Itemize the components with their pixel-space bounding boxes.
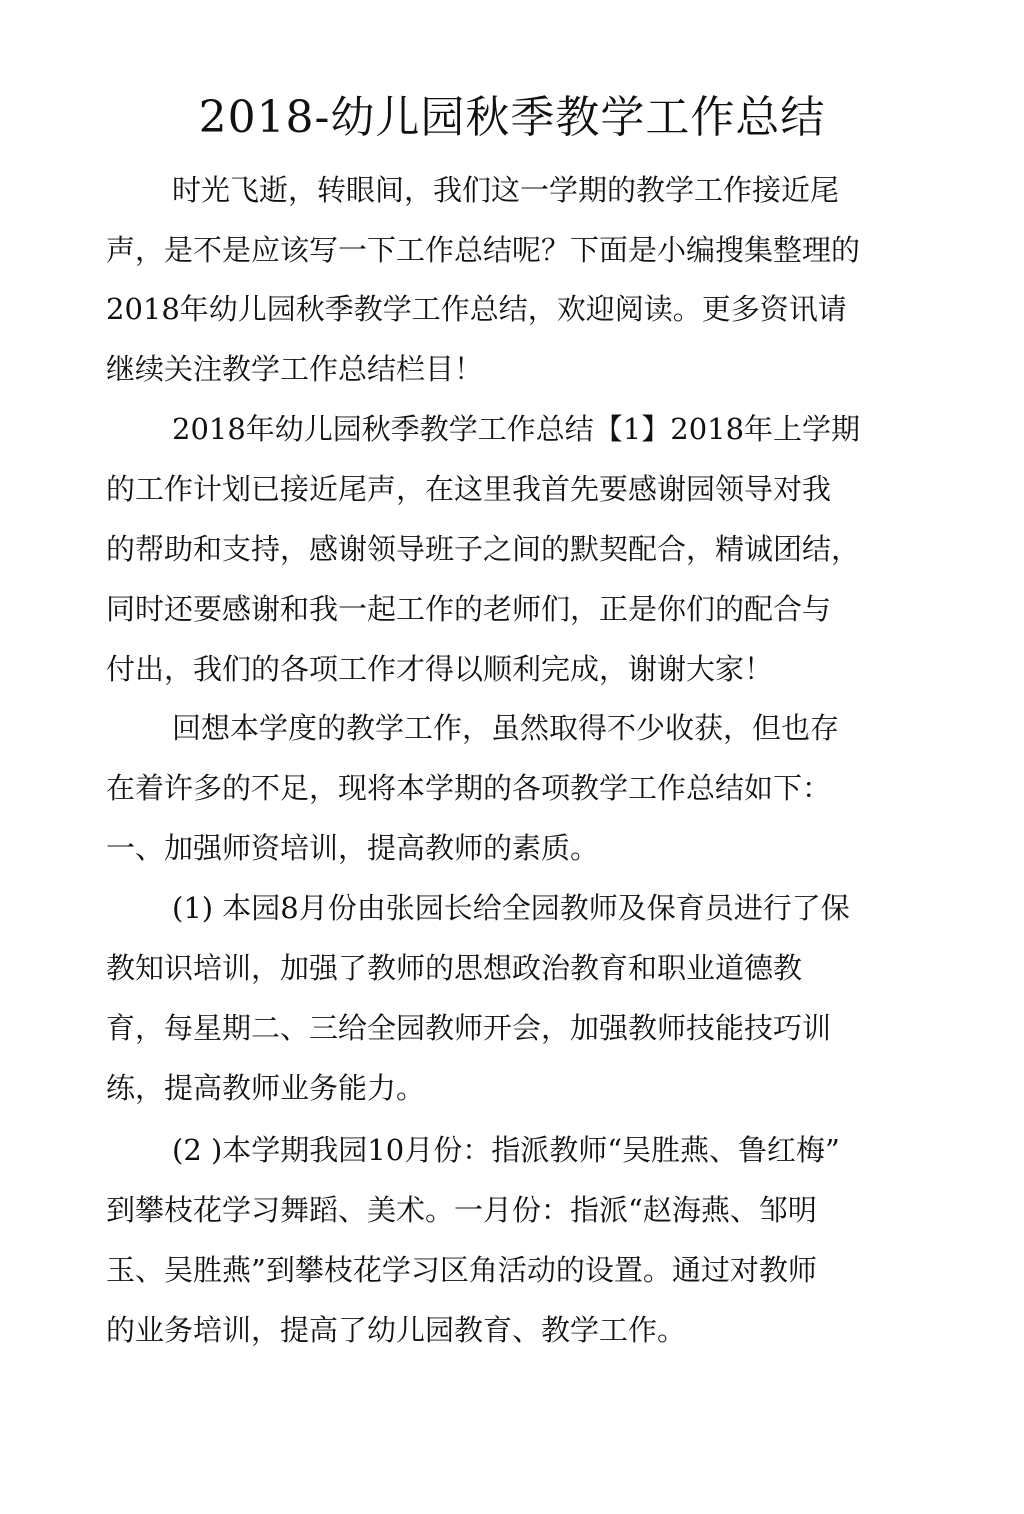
text-line: 时光飞逝，转眼间，我们这一学期的教学工作接近尾	[172, 173, 840, 207]
text-line: 育，每星期二、三给全园教师开会，加强教师技能技巧训	[106, 1011, 832, 1045]
text-line: 到攀枝花学习舞蹈、美术。一月份：指派“赵海燕、邹明	[106, 1193, 817, 1227]
text-line: 2018年幼儿园秋季教学工作总结【1】2018年上学期	[172, 412, 861, 446]
text-line: (2 )本学期我园10月份：指派教师“吴胜燕、鲁红梅”	[172, 1133, 840, 1167]
text-line: 2018年幼儿园秋季教学工作总结，欢迎阅读。更多资讯请	[106, 292, 847, 326]
text-line: 继续关注教学工作总结栏目！	[106, 352, 484, 386]
text-line: 的帮助和支持，感谢领导班子之间的默契配合，精诚团结，	[106, 532, 861, 566]
document-title: 2018-幼儿园秋季教学工作总结	[198, 92, 826, 143]
text-line: 练，提高教师业务能力。	[106, 1071, 426, 1105]
text-line: 教知识培训，加强了教师的思想政治教育和职业道德教	[106, 951, 803, 985]
text-line: 声，是不是应该写一下工作总结呢？下面是小编搜集整理的	[106, 233, 861, 267]
text-line: 的业务培训，提高了幼儿园教育、教学工作。	[106, 1313, 687, 1347]
text-line: 付出，我们的各项工作才得以顺利完成，谢谢大家！	[106, 652, 774, 686]
text-line: 的工作计划已接近尾声，在这里我首先要感谢园领导对我	[106, 472, 832, 506]
text-line: 在着许多的不足，现将本学期的各项教学工作总结如下：	[106, 771, 832, 805]
text-line: 回想本学度的教学工作，虽然取得不少收获，但也存	[172, 711, 840, 745]
text-line: 同时还要感谢和我一起工作的老师们，正是你们的配合与	[106, 592, 832, 626]
section-heading: 一、加强师资培训，提高教师的素质。	[106, 831, 600, 865]
text-line: 玉、吴胜燕”到攀枝花学习区角活动的设置。通过对教师	[106, 1253, 817, 1287]
text-line: (1) 本园8月份由张园长给全园教师及保育员进行了保	[172, 891, 850, 925]
